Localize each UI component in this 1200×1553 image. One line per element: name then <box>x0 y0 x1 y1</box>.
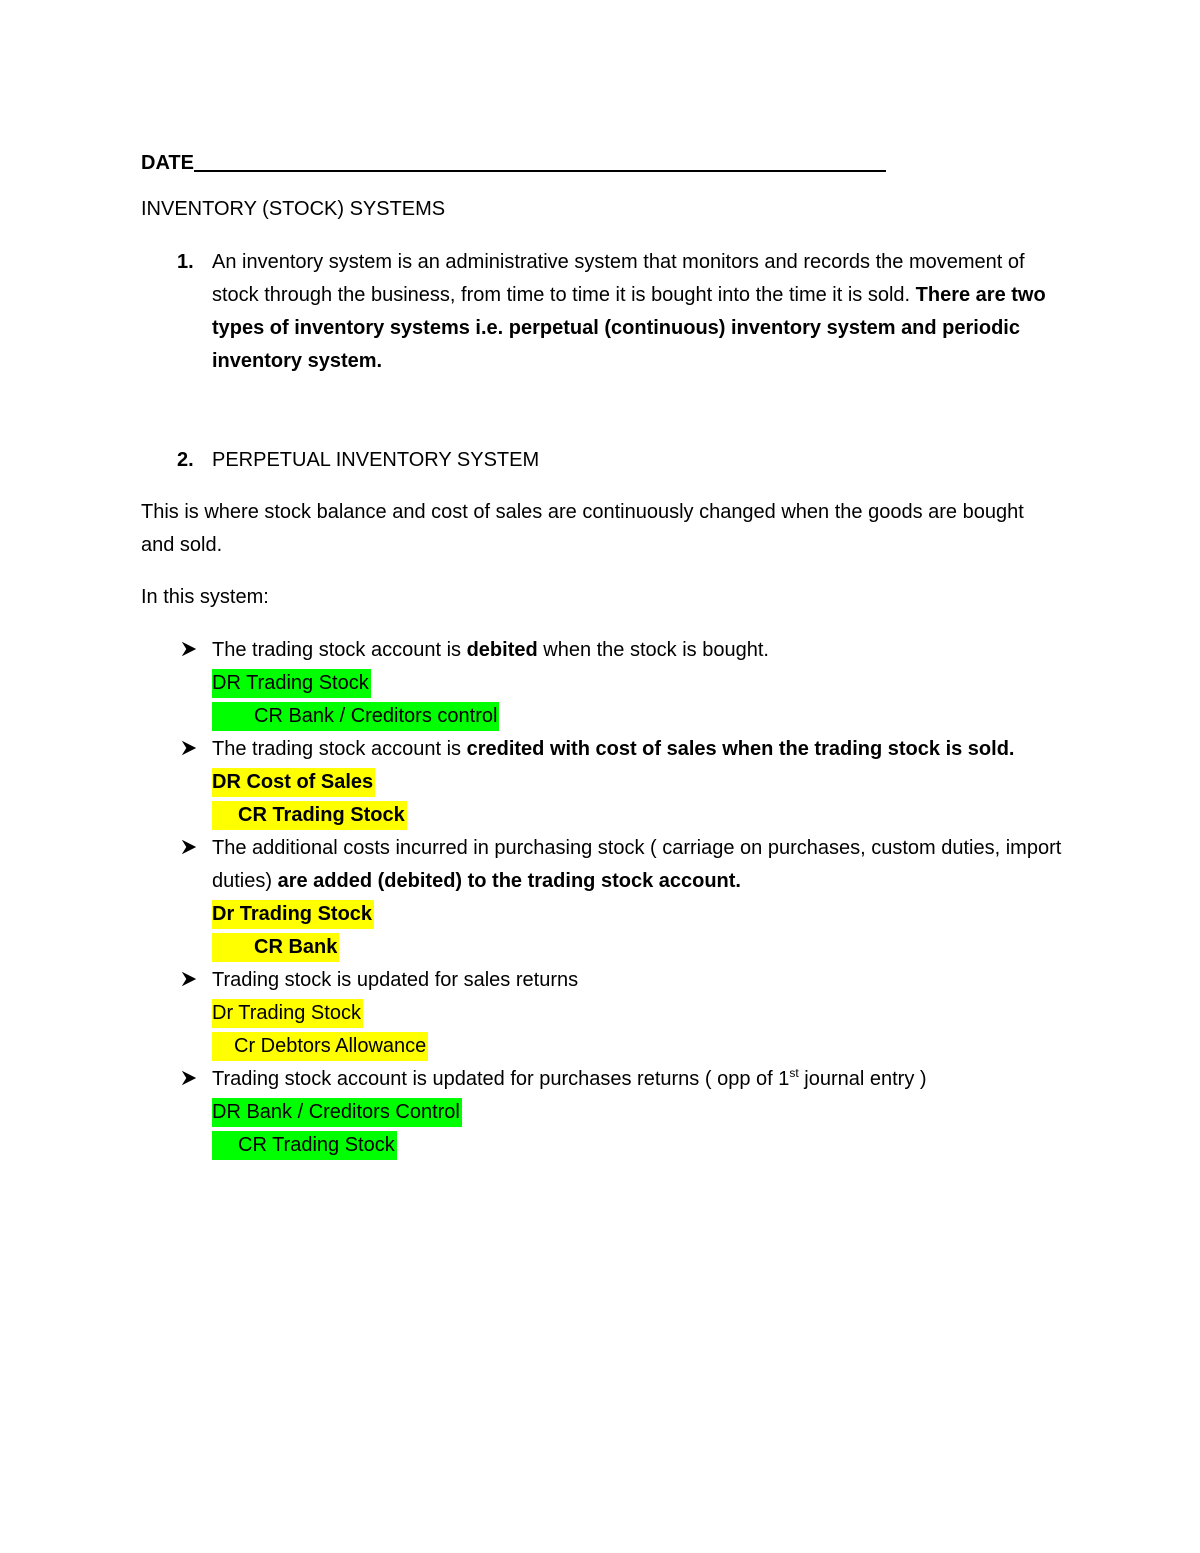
bullet-text <box>212 964 1081 997</box>
journal-debit-row <box>212 1096 1081 1129</box>
bullet-text <box>212 733 1081 766</box>
item-text-bold: There are two types of inventory systems i.e. perpetual (continuous) inventory system and periodic inventory system. <box>212 284 1046 372</box>
journal-debit-entry: Dr Trading Stock <box>212 999 363 1028</box>
item-text-normal: An inventory system is an administrative system that monitors and records the movement of stock through the business, from time to time it is bought into the time it is sold. <box>212 251 1025 306</box>
journal-debit-row <box>212 766 1081 799</box>
ordinal-suffix: st <box>789 1066 799 1080</box>
bullet-text-bold: credited with cost of sales when the trading stock is sold. <box>466 738 1015 760</box>
bullet-text-bold: debited <box>466 639 538 661</box>
bullet-text-normal: Trading stock account is updated for purchases returns ( opp of 1 <box>212 1068 790 1090</box>
journal-credit-row <box>212 799 1081 832</box>
bullet-text <box>212 634 1081 667</box>
item-number: 1. <box>177 251 194 273</box>
arrowhead-bullet-icon <box>177 733 201 766</box>
journal-credit-entry: CR Bank <box>212 933 339 962</box>
arrowhead-bullet-icon <box>177 832 201 865</box>
bullet-text-normal: The trading stock account is <box>212 738 467 760</box>
bullet-item <box>141 733 1081 832</box>
bullet-text-bold: are added (debited) to the trading stock account. <box>277 870 741 892</box>
paragraph-definition: This is where stock balance and cost of sales are continuously changed when the goods are bought and sold. <box>141 501 1024 556</box>
journal-credit-entry: Cr Debtors Allowance <box>212 1032 428 1061</box>
journal-debit-row <box>212 997 1081 1030</box>
journal-debit-row <box>212 898 1081 931</box>
journal-debit-row <box>212 667 1081 700</box>
arrowhead-bullet-icon <box>177 634 201 667</box>
bullet-text <box>212 1063 1081 1096</box>
journal-credit-row <box>212 1129 1081 1162</box>
date-label: DATE <box>141 152 194 174</box>
bullet-text-normal: journal entry ) <box>798 1068 927 1090</box>
bullet-text-normal: when the stock is bought. <box>537 639 769 661</box>
section-heading: PERPETUAL INVENTORY SYSTEM <box>212 449 540 471</box>
arrowhead-bullet-icon <box>177 1063 201 1096</box>
document-heading: INVENTORY (STOCK) SYSTEMS <box>141 198 446 220</box>
journal-credit-row <box>212 1030 1081 1063</box>
bullet-item <box>141 832 1081 964</box>
journal-credit-entry: CR Bank / Creditors control <box>212 702 499 731</box>
date-field <box>141 140 886 180</box>
date-blank-line <box>194 143 886 172</box>
bullet-item <box>141 1063 1081 1162</box>
bullet-item <box>141 634 1081 733</box>
journal-debit-entry: DR Bank / Creditors Control <box>212 1098 462 1127</box>
paragraph-intro: In this system: <box>141 586 269 608</box>
journal-debit-entry: DR Trading Stock <box>212 669 371 698</box>
bullet-text-normal: Trading stock is updated for sales returns <box>212 969 579 991</box>
journal-debit-entry: DR Cost of Sales <box>212 768 375 797</box>
bullet-list <box>141 634 1081 1162</box>
bullet-text-normal: The additional costs incurred in purchasing stock ( carriage on purchases, custom duties, import duties) <box>212 837 1062 892</box>
bullet-item <box>141 964 1081 1063</box>
bullet-text <box>212 832 1081 898</box>
journal-credit-entry: CR Trading Stock <box>212 1131 397 1160</box>
journal-credit-row <box>212 700 1081 733</box>
journal-credit-entry: CR Trading Stock <box>212 801 407 830</box>
arrowhead-bullet-icon <box>177 964 201 997</box>
journal-credit-row <box>212 931 1081 964</box>
bullet-text-normal: The trading stock account is <box>212 639 467 661</box>
journal-debit-entry: Dr Trading Stock <box>212 900 374 929</box>
item-text <box>212 246 1072 378</box>
item-number: 2. <box>177 449 194 471</box>
